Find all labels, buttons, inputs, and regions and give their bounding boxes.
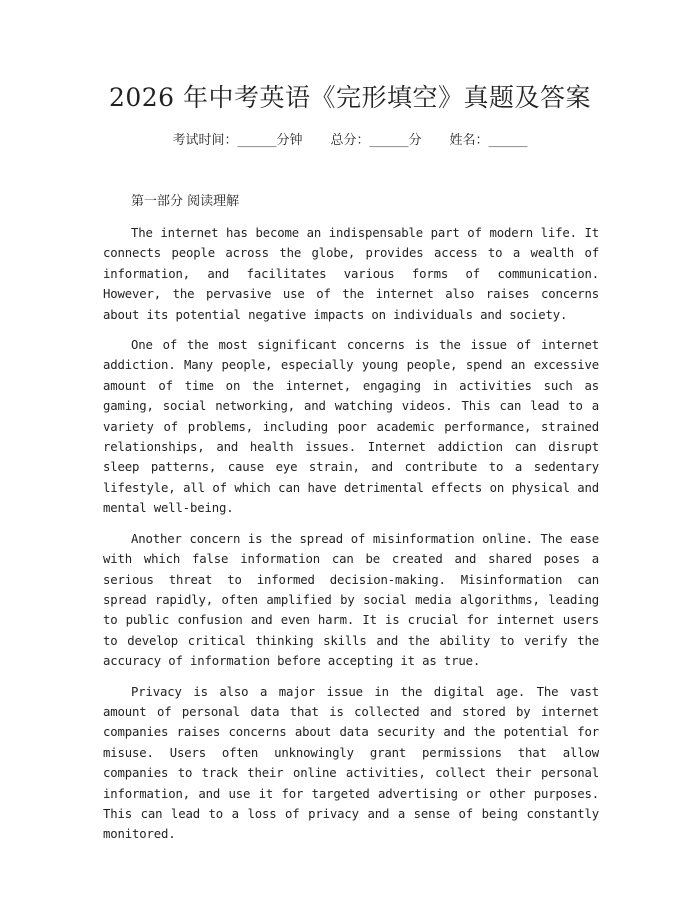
passage-paragraph-2: One of the most significant concerns is the issue of internet addiction. Many people, especially young people, spend an excessive amount of time on the internet, engaging in activities such as gaming, social networking, and watching videos. This can lead to a variety of problems, including poor academic performance, strained relationships, and health issues. Internet addiction can disrupt sleep patterns, cause eye strain, and contribute to a sedentary lifestyle, all of which can have detrimental effects on physical and mental well-being. [103,338,599,516]
reading-passage [103,223,599,855]
section-heading: 第一部分 阅读理解 [131,194,240,209]
exam-info-line [0,131,700,151]
page-title: 2026 年中考英语《完形填空》真题及答案 [108,83,592,112]
passage-paragraph-4: Privacy is also a major issue in the digital age. The vast amount of personal data that is collected and stored by internet companies raises concerns about data security and the potential for misuse. Users often unknowingly grant permissions that allow companies to track their online activities, collect their personal information, and use it for targeted advertising or other purposes. This can lead to a loss of privacy and a sense of being constantly monitored. [103,684,599,842]
total-score-field: 总分：______分 [330,133,422,148]
exam-time-field: 考试时间：______分钟 [172,133,303,148]
passage-paragraph-3: Another concern is the spread of misinformation online. The ease with which false information can be created and shared poses a serious threat to informed decision-making. Misinformation can spread rapidly, often amplified by social media algorithms, leading to public confusion and even harm. It is crucial for internet users to develop critical thinking skills and the ability to verify the accuracy of information before accepting it as true. [103,531,599,669]
passage-paragraph-1: The internet has become an indispensable part of modern life. It connects people across the globe, provides access to a wealth of information, and facilitates various forms of communication. However, the pervasive use of the internet also raises concerns about its potential negative impacts on individuals and society. [103,226,599,322]
student-name-field: 姓名：______ [449,133,528,148]
